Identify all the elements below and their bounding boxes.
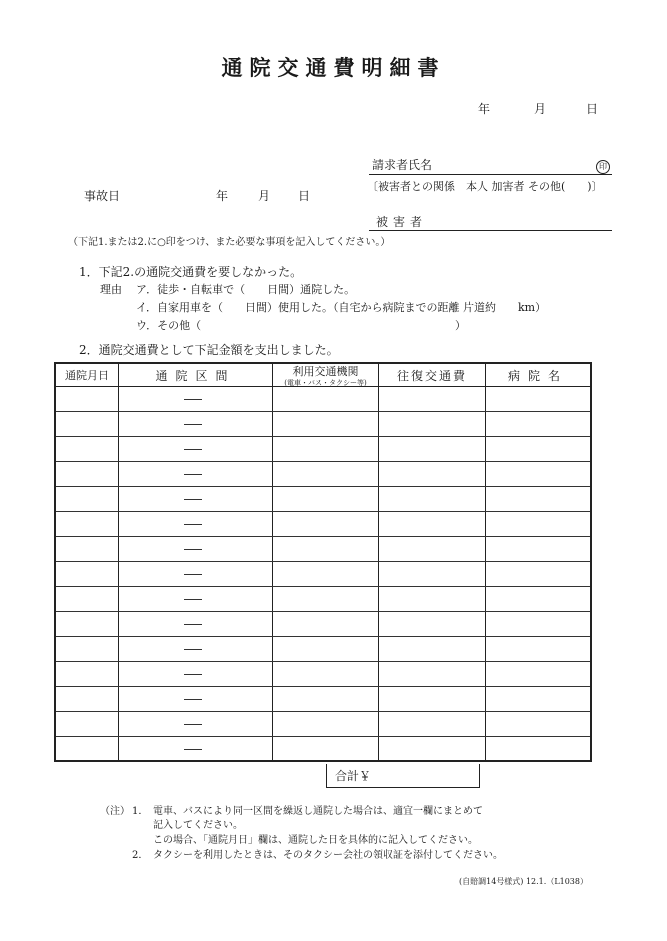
table-row[interactable]	[56, 387, 590, 412]
seal-mark: 印	[596, 160, 610, 174]
table-row[interactable]	[56, 612, 590, 637]
instruction-text: （下記1.または2.に○印をつけ、また必要な事項を記入してください。）	[68, 237, 391, 248]
table-row[interactable]	[56, 537, 590, 562]
header-transport	[273, 364, 378, 386]
table-row[interactable]	[56, 562, 590, 587]
reason-a: ア．徒歩・自転車で（ 日間）通院した。	[136, 283, 356, 296]
form-code: (自賠調14号様式) 12.1.（L1038）	[459, 877, 588, 886]
table-row[interactable]	[56, 487, 590, 512]
header-hospital: 病院名	[507, 368, 568, 383]
accident-day-label: 日	[298, 189, 311, 203]
note2-line1: タクシーを利用したときは、そのタクシー会社の領収証を添付してください。	[153, 850, 503, 861]
date-day-label: 日	[586, 102, 599, 116]
table-header	[56, 364, 590, 387]
table-row[interactable]	[56, 637, 590, 662]
header-transport-sub: (電車・バス・タクシー等)	[284, 379, 367, 387]
victim-underline	[369, 230, 612, 231]
note1-line1: 電車、バスにより同一区間を繰返し通院した場合は、適宜一欄にまとめて	[153, 806, 483, 817]
note2-number: 2．	[132, 850, 149, 861]
claimant-underline	[369, 174, 612, 175]
victim-label: 被害者	[376, 215, 428, 229]
claimant-label: 請求者氏名	[372, 158, 433, 172]
reason-b: イ．自家用車を（ 日間）使用した。（自宅から病院までの距離 片道約 km）	[136, 301, 547, 314]
reason-label: 理由	[100, 283, 122, 296]
table-row[interactable]	[56, 662, 590, 687]
accident-month-label: 月	[258, 189, 271, 203]
section-dash	[184, 749, 202, 750]
note1-line2: 記入してください。	[153, 820, 243, 831]
form-title: 通院交通費明細書	[221, 56, 446, 80]
notes-marker: （注）	[100, 806, 130, 817]
section1-heading: 1．下記2.の通院交通費を要しなかった。	[79, 265, 303, 279]
section-dash	[184, 549, 202, 550]
date-year-label: 年	[478, 102, 491, 116]
table-row[interactable]	[56, 437, 590, 462]
header-fare: 往復交通費	[396, 368, 467, 383]
section-dash	[184, 424, 202, 425]
section-dash	[184, 574, 202, 575]
section-dash	[184, 674, 202, 675]
fare-table	[54, 362, 592, 762]
section-dash	[184, 649, 202, 650]
total-cell[interactable]: 合計￥	[326, 764, 480, 788]
table-row[interactable]	[56, 587, 590, 612]
accident-year-label: 年	[216, 189, 229, 203]
relation-line: 〔被害者との関係 本人 加害者 その他( )〕	[367, 180, 603, 193]
section-dash	[184, 499, 202, 500]
section-dash	[184, 449, 202, 450]
section-dash	[184, 699, 202, 700]
table-row[interactable]	[56, 462, 590, 487]
table-row[interactable]	[56, 737, 590, 762]
table-row[interactable]	[56, 412, 590, 437]
date-month-label: 月	[534, 102, 547, 116]
header-section: 通院区間	[155, 368, 236, 383]
table-row[interactable]	[56, 512, 590, 537]
section-dash	[184, 624, 202, 625]
section-dash	[184, 399, 202, 400]
table-row[interactable]	[56, 712, 590, 737]
accident-date-label: 事故日	[84, 189, 121, 203]
section-dash	[184, 474, 202, 475]
header-date: 通院月日	[65, 369, 109, 382]
section-dash	[184, 524, 202, 525]
section2-heading: 2．通院交通費として下記金額を支出しました。	[79, 343, 339, 357]
note1-number: 1．	[132, 806, 149, 817]
section-dash	[184, 599, 202, 600]
section-dash	[184, 724, 202, 725]
reason-c-close: ）	[455, 319, 466, 332]
header-transport-label: 利用交通機関	[292, 365, 359, 378]
note1-line3: この場合、「通院月日」欄は、通院した日を具体的に記入してください。	[153, 835, 478, 846]
table-row[interactable]	[56, 687, 590, 712]
reason-c: ウ．その他（	[136, 319, 202, 332]
